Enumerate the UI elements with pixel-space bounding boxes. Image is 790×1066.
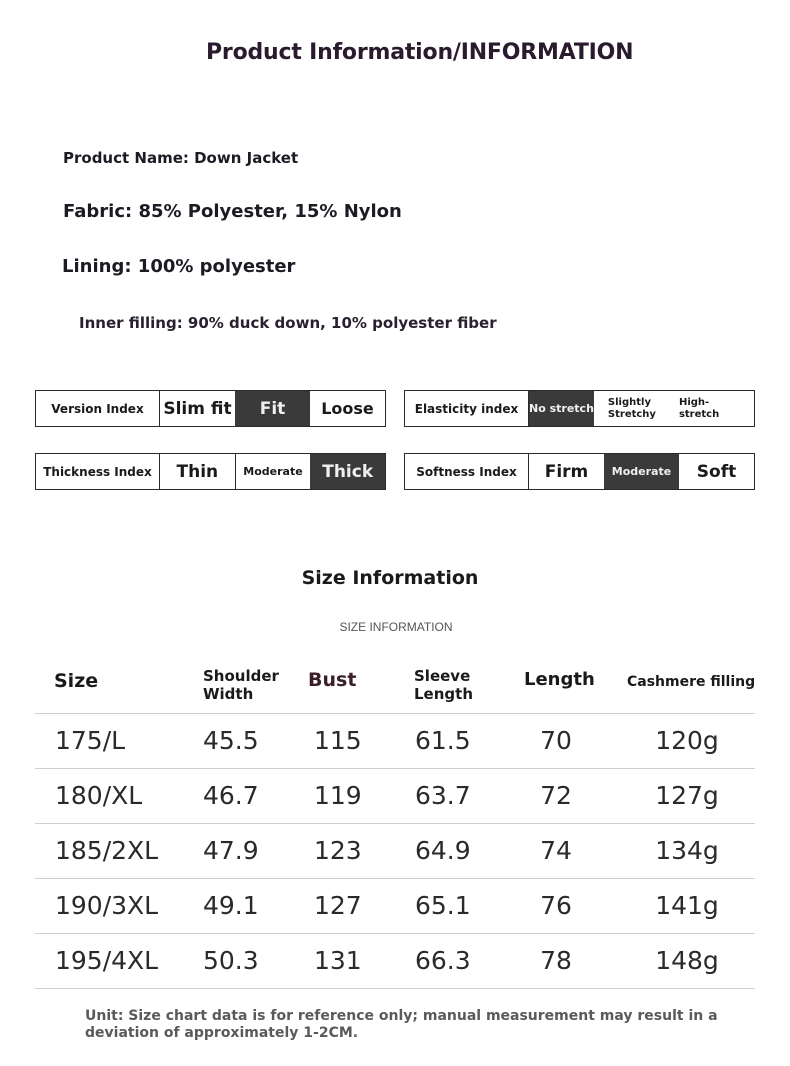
cell-cashmere: 148g [655, 946, 719, 975]
cell-cashmere: 120g [655, 726, 719, 755]
cell-sleeve: 63.7 [415, 781, 471, 810]
elasticity-option-no-stretch: No stretch [529, 391, 594, 426]
cell-sleeve: 66.3 [415, 946, 471, 975]
cell-size: 180/XL [55, 781, 143, 810]
thickness-index-row [35, 453, 386, 490]
header-length: Length [524, 669, 595, 690]
cell-size: 190/3XL [55, 891, 159, 920]
thickness-option-thin: Thin [176, 461, 219, 482]
table-row [35, 879, 755, 934]
version-option-slim-fit: Slim fit [163, 398, 232, 419]
softness-option-firm: Firm [544, 461, 589, 482]
thickness-option-thick: Thick [310, 454, 385, 489]
softness-option-moderate: Moderate [604, 454, 679, 489]
table-row [35, 769, 755, 824]
size-note: Unit: Size chart data is for reference only; manual measurement may result in a deviation of approximately 1-2CM. [85, 1008, 718, 1041]
header-shoulder-width: Shoulder Width [203, 667, 279, 703]
version-option-fit: Fit [235, 391, 310, 426]
cell-length: 70 [540, 726, 572, 755]
size-info-subtitle: SIZE INFORMATION [339, 620, 453, 634]
product-lining: Lining: 100% polyester [62, 256, 296, 277]
cell-length: 72 [540, 781, 572, 810]
cell-sleeve: 65.1 [415, 891, 471, 920]
table-row [35, 824, 755, 879]
table-row [35, 714, 755, 769]
product-fabric: Fabric: 85% Polyester, 15% Nylon [63, 201, 402, 222]
cell-cashmere: 127g [655, 781, 719, 810]
cell-sleeve: 61.5 [415, 726, 471, 755]
cell-shoulder: 45.5 [203, 726, 259, 755]
table-row [35, 934, 755, 989]
cell-shoulder: 46.7 [203, 781, 259, 810]
cell-shoulder: 50.3 [203, 946, 259, 975]
cell-size: 175/L [55, 726, 126, 755]
elasticity-index-row [404, 390, 755, 427]
cell-bust: 131 [314, 946, 362, 975]
cell-length: 76 [540, 891, 572, 920]
softness-option-soft: Soft [696, 461, 737, 482]
elasticity-index-label: Elasticity index [405, 391, 529, 426]
header-sleeve-length: Sleeve Length [414, 667, 473, 703]
version-index-label: Version Index [36, 391, 160, 426]
product-name: Product Name: Down Jacket [63, 149, 299, 167]
cell-shoulder: 49.1 [203, 891, 259, 920]
cell-cashmere: 141g [655, 891, 719, 920]
cell-bust: 123 [314, 836, 362, 865]
version-index-row [35, 390, 386, 427]
elasticity-option-slightly-stretchy: Slightly Stretchy [607, 396, 656, 420]
softness-index-label: Softness Index [405, 454, 529, 489]
cell-cashmere: 134g [655, 836, 719, 865]
thickness-option-moderate: Moderate [235, 454, 311, 489]
cell-length: 74 [540, 836, 572, 865]
page-title: Product Information/INFORMATION [206, 40, 634, 65]
cell-size: 195/4XL [55, 946, 159, 975]
size-table-header [35, 655, 755, 714]
header-cashmere-filling: Cashmere filling [627, 674, 756, 690]
cell-length: 78 [540, 946, 572, 975]
header-size: Size [54, 670, 99, 692]
cell-size: 185/2XL [55, 836, 159, 865]
elasticity-option-high-stretch: High-stretch [678, 396, 720, 420]
cell-bust: 127 [314, 891, 362, 920]
thickness-index-label: Thickness Index [36, 454, 160, 489]
header-bust: Bust [308, 669, 357, 691]
version-option-loose: Loose [321, 399, 374, 418]
cell-sleeve: 64.9 [415, 836, 471, 865]
size-table [35, 655, 755, 989]
cell-shoulder: 47.9 [203, 836, 259, 865]
cell-bust: 119 [314, 781, 362, 810]
softness-index-row [404, 453, 755, 490]
cell-bust: 115 [314, 726, 362, 755]
product-inner-filling: Inner filling: 90% duck down, 10% polyester fiber [79, 314, 497, 332]
size-info-title: Size Information [301, 567, 479, 589]
